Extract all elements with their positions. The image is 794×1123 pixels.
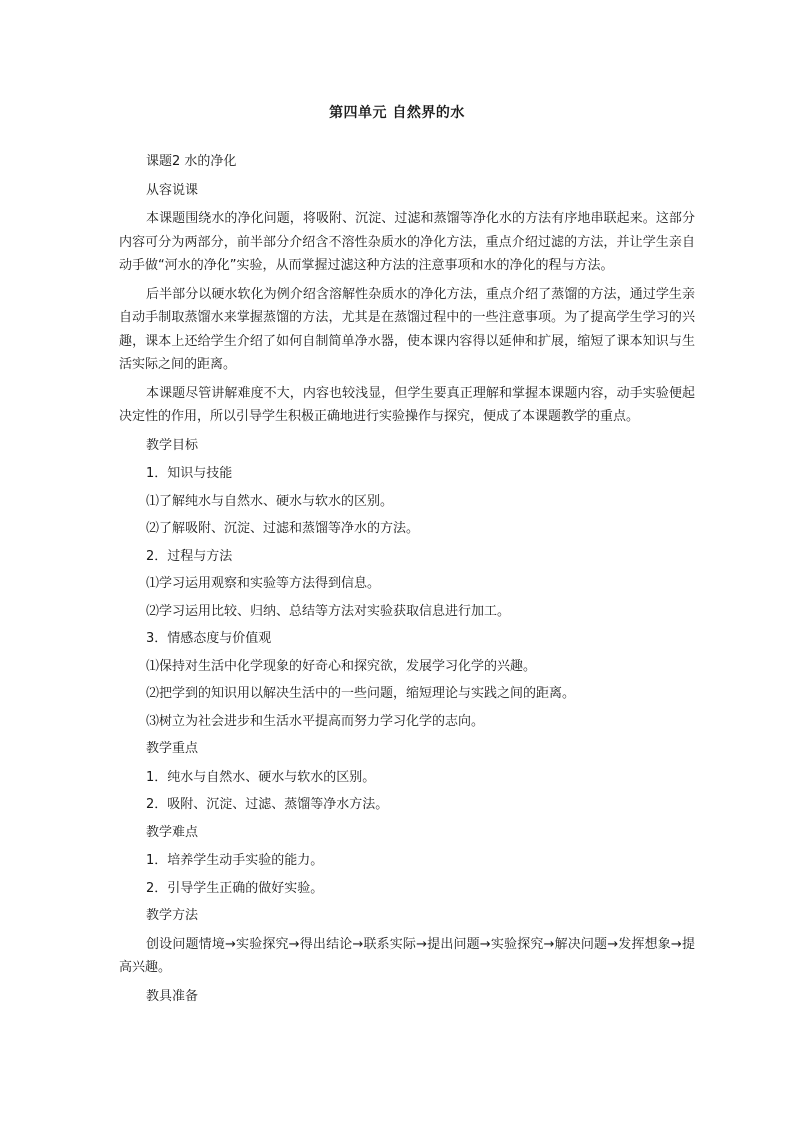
list-item: 3．情感态度与价值观 (146, 631, 272, 646)
list-item: 1．知识与技能 (146, 466, 233, 481)
list-item: ⑴学习运用观察和实验等方法得到信息。 (146, 576, 381, 591)
list-item: ⑵把学到的知识用以解决生活中的一些问题，缩短理论与实践之间的距离。 (146, 686, 576, 701)
section-heading: 教学重点 (146, 741, 199, 756)
page-title: 第四单元 自然界的水 (329, 105, 465, 121)
list-item: 2．引导学生正确的做好实验。 (146, 880, 324, 896)
lesson-heading: 课题2 水的净化 (146, 154, 237, 169)
body-paragraph: 后半部分以硬水软化为例介绍含溶解性杂质水的净化方法，重点介绍了蒸馏的方法，通过学生亲自动手制取蒸馏水来掌握蒸馏的方法，尤其是在蒸馏过程中的一些注意事项。为了提高学生学习的兴趣，课本上还给学生介绍了如何自制简单净水器，使本课内容得以延伸和扩展，缩短了课本知识与生活实际之间的距离。 (119, 286, 695, 372)
body-paragraph: 创设问题情境→实验探究→得出结论→联系实际→提出问题→实验探究→解决问题→发挥想象→提高兴趣。 (119, 936, 695, 975)
list-item: ⑶树立为社会进步和生活水平提高而努力学习化学的志向。 (146, 713, 485, 729)
section-heading: 教学目标 (146, 437, 199, 453)
section-heading: 教具准备 (146, 988, 199, 1004)
body-paragraph: 本课题围绕水的净化问题，将吸附、沉淀、过滤和蒸馏等净化水的方法有序地串联起来。这部分内容可分为两部分，前半部分介绍含不溶性杂质水的净化方法，重点介绍过滤的方法，并让学生亲自动手做“河水的净化”实验，从而掌握过滤这种方法的注意事项和水的净化的程与方法。 (119, 211, 695, 273)
list-item: 1．培养学生动手实验的能力。 (146, 853, 324, 868)
list-item: ⑵学习运用比较、归纳、总结等方法对实验获取信息进行加工。 (146, 603, 511, 619)
body-paragraph: 本课题尽管讲解难度不大，内容也较浅显，但学生要真正理解和掌握本课题内容，动手实验便起决定性的作用，所以引导学生积极正确地进行实验操作与探究，便成了本课题教学的重点。 (119, 385, 695, 424)
list-item: 2．吸附、沉淀、过滤、蒸馏等净水方法。 (146, 797, 389, 812)
list-item: 2．过程与方法 (146, 548, 233, 564)
list-item: ⑴保持对生活中化学现象的好奇心和探究欲，发展学习化学的兴趣。 (146, 658, 537, 674)
section-heading: 教学方法 (146, 908, 199, 923)
list-item: ⑵了解吸附、沉淀、过滤和蒸馏等净水的方法。 (146, 521, 420, 536)
list-item: ⑴了解纯水与自然水、硬水与软水的区别。 (146, 493, 394, 509)
document-body (119, 150, 695, 1013)
list-item: 1．纯水与自然水、硬水与软水的区别。 (146, 769, 376, 785)
section-heading: 教学难点 (146, 824, 199, 840)
section-heading: 从容说课 (146, 182, 199, 198)
